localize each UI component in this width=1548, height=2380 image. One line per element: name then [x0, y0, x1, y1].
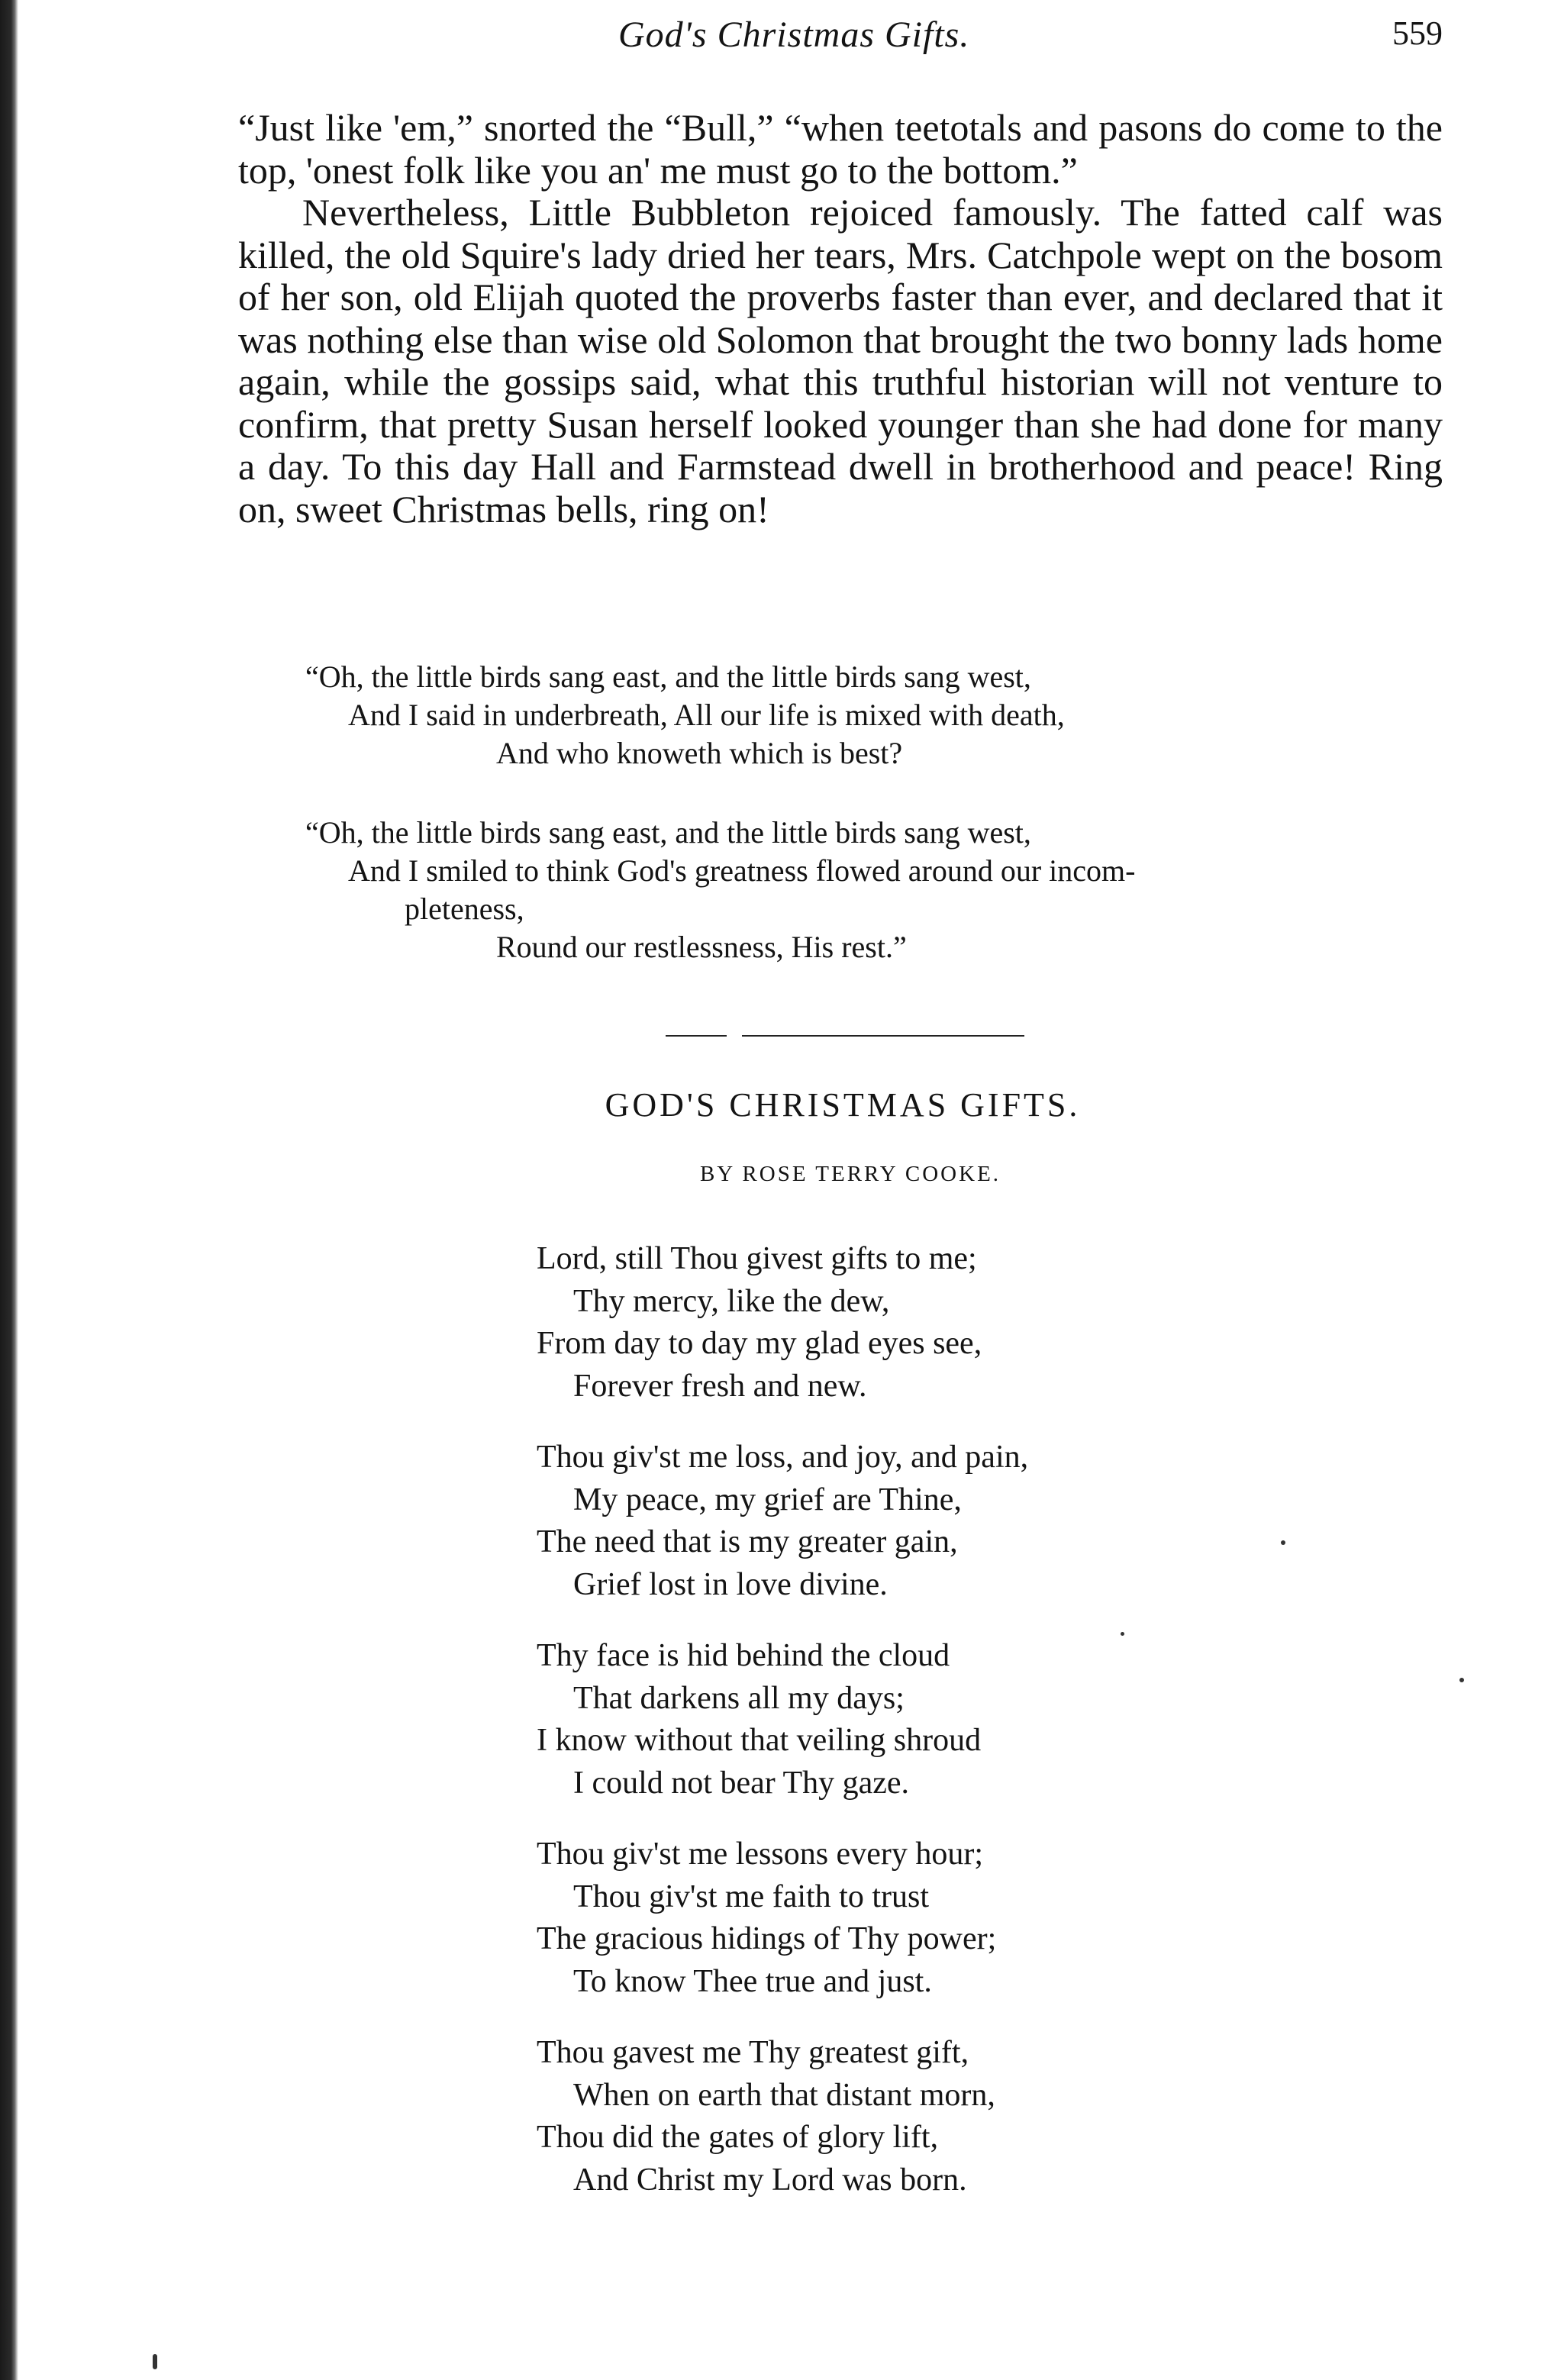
quotation-stanza	[305, 658, 1389, 772]
poem-line: The need that is my greater gain,	[537, 1524, 958, 1559]
poem-stanza	[537, 2032, 1453, 2201]
poem-line: Thy mercy, like the dew,	[573, 1283, 890, 1319]
poem-line: Thou did the gates of glory lift,	[537, 2120, 939, 2155]
poem-line: Thou giv'st me lessons every hour;	[537, 1837, 983, 1872]
poem-byline: BY ROSE TERRY COOKE.	[699, 1162, 1001, 1186]
quotation-stanza	[305, 814, 1389, 966]
poem-line: Thou gavest me Thy greatest gift,	[537, 2035, 969, 2070]
verse-line: And who knoweth which is best?	[496, 736, 903, 770]
verse-line: Round our restlessness, His rest.”	[496, 930, 907, 964]
section-divider	[666, 1035, 1024, 1037]
poem-line: Thy face is hid behind the cloud	[537, 1638, 950, 1673]
poem-stanza	[537, 1437, 1453, 1606]
poem-line: The gracious hidings of Thy power;	[537, 1921, 997, 1956]
poem-line: Grief lost in love divine.	[573, 1566, 888, 1602]
prose-body	[238, 107, 1443, 531]
poem-line: Thou giv'st me loss, and joy, and pain,	[537, 1440, 1029, 1475]
poem-line: And Christ my Lord was born.	[573, 2162, 967, 2198]
running-head	[229, 14, 1443, 67]
verse-line: “Oh, the little birds sang east, and the little birds sang west,	[305, 815, 1031, 850]
running-title: God's Christmas Gifts.	[618, 15, 970, 55]
poem-line: Thou giv'st me faith to trust	[573, 1879, 930, 1914]
poem-line: I could not bear Thy gaze.	[573, 1765, 910, 1801]
poem-line: From day to day my glad eyes see,	[537, 1326, 982, 1361]
poem-stanza	[537, 1238, 1453, 1408]
poem-title: GOD'S CHRISTMAS GIFTS.	[605, 1086, 1081, 1124]
ink-speck	[153, 2354, 157, 2369]
scan-edge	[0, 0, 18, 2380]
ink-speck	[1281, 1540, 1285, 1545]
verse-line: And I smiled to think God's greatness flowed around our incom-	[348, 853, 1136, 888]
poem-stanza	[537, 1635, 1453, 1804]
poem-body	[537, 1238, 1453, 2230]
poem-line: Forever fresh and new.	[573, 1368, 867, 1404]
poem-stanza	[537, 1833, 1453, 2003]
poem-line: To know Thee true and just.	[573, 1963, 932, 1999]
verse-line: pleteness,	[405, 892, 524, 926]
page-number: 559	[1392, 15, 1443, 52]
ink-speck	[1121, 1632, 1124, 1636]
poem-line: Lord, still Thou givest gifts to me;	[537, 1241, 977, 1276]
poem-line: I know without that veiling shroud	[537, 1723, 982, 1758]
poem-line: That darkens all my days;	[573, 1680, 905, 1716]
poem-line: My peace, my grief are Thine,	[573, 1482, 962, 1517]
verse-line: “Oh, the little birds sang east, and the little birds sang west,	[305, 659, 1031, 694]
verse-line: And I said in underbreath, All our life is mixed with death,	[348, 698, 1065, 732]
prose-paragraph: Nevertheless, Little Bubbleton rejoiced famously. The fatted calf was killed, the old Squire's lady dried her tears, Mrs. Catchpole wept on the bosom of her son, old Elijah quoted the proverbs faster than ever, and declared that it was nothing else than wise old Solomon that brought the two bonny lads home again, while the gossips said, what this truthful historian will not venture to confirm, that pretty Susan herself looked younger than she had done for many a day. To this day Hall and Farmstead dwell in brotherhood and peace! Ring on, sweet Christmas bells, ring on!	[238, 191, 1443, 531]
poem-line: When on earth that distant morn,	[573, 2077, 995, 2113]
ink-speck	[1459, 1678, 1464, 1682]
prose-paragraph: “Just like 'em,” snorted the “Bull,” “when teetotals and pasons do come to the top, 'onest folk like you an' me must go to the bottom.”	[238, 106, 1443, 192]
